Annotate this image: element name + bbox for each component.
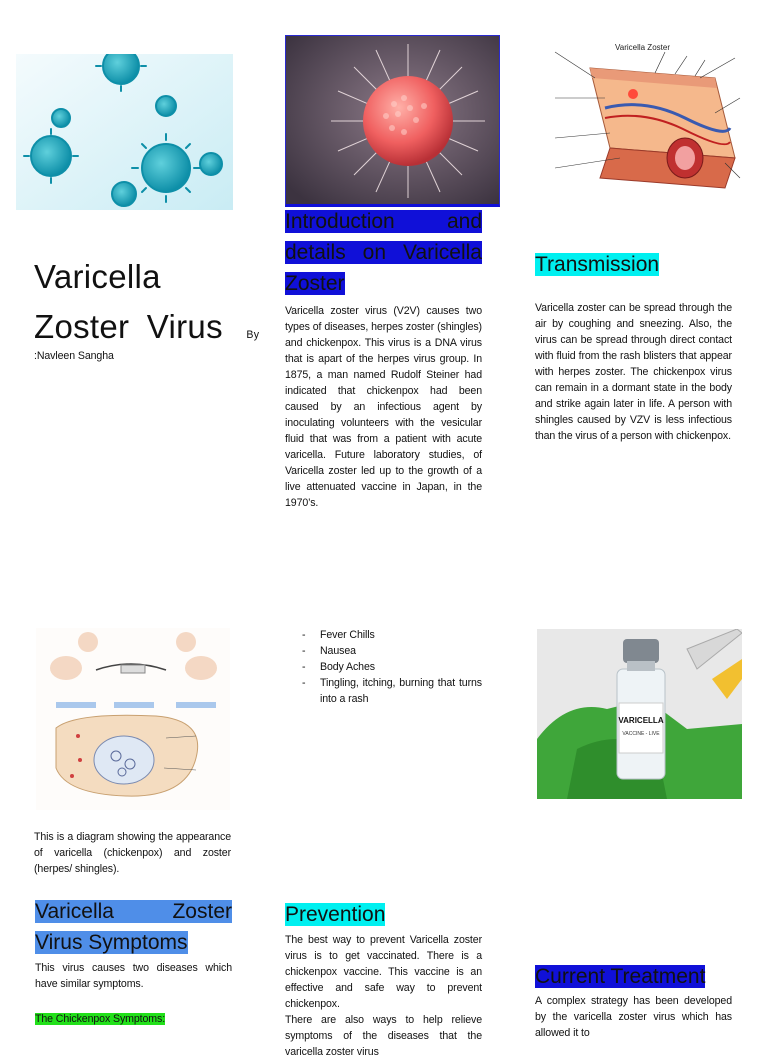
- symptoms-body: This virus causes two diseases which have similar symptoms.: [35, 962, 232, 990]
- diagram-caption: This is a diagram showing the appearance of varicella (chickenpox) and zoster (herpes/ shingles).: [34, 831, 231, 875]
- symptom-item: - Body Aches: [302, 659, 482, 675]
- vial-label-1: VARICELLA: [618, 716, 664, 725]
- title-line-1: Varicella: [34, 258, 161, 295]
- symptom-item: - Nausea: [302, 643, 482, 659]
- document-title: [34, 252, 260, 360]
- treatment-heading: [535, 961, 705, 992]
- symptom-item: - Tingling, itching, burning that turns into a rash: [302, 675, 482, 707]
- transmission-body: Varicella zoster can be spread through the air by coughing and sneezing. Also, the virus can be spread through direct contact with fluid from the rash blisters that appear with herpes zoster. The chickenpox virus can remain in a dormant state in the body and strike again later in life. A person with shingles caused by VZV is less infectious than the virus of a person with chickenpox.: [535, 302, 732, 442]
- transmission-heading-text: Transmission: [535, 253, 660, 276]
- symptoms-list: [302, 627, 482, 707]
- symptoms-heading-text: Varicella Zoster Virus Symptoms: [35, 900, 232, 954]
- skin-cross-section-diagram: [535, 38, 753, 206]
- symptoms-heading: [35, 896, 232, 958]
- virus-particles-image: [16, 54, 233, 210]
- intro-heading-text: Introduction and details on Varicella Zoster: [285, 210, 482, 295]
- vial-label-2: VACCINE - LIVE: [622, 731, 660, 737]
- intro-body: Varicella zoster virus (V2V) causes two types of diseases, herpes zoster (shingles) and chickenpox. This virus is a DNA virus that is apart of the herpes virus group. In 1875, a man named Rudolf Steiner had indicated that chickenpox had been caused by an infectious agent by inoculating volunteers with the vesicular fluid that was from a patient with acute varicella. Future laboratory studies, of Varicella zoster led up to the growth of a live attenuated vaccine in Japan, in the 1970’s.: [285, 305, 482, 509]
- diagram-title: Varicella Zoster: [615, 43, 670, 52]
- title-by: By: [246, 329, 260, 341]
- chickenpox-symptoms-label: [35, 1011, 232, 1027]
- prevention-paragraph-2: There are also ways to help relieve symptoms of the diseases that the varicella zoster virus: [285, 1014, 482, 1058]
- prevention-heading: [285, 899, 385, 930]
- vaccine-vial-image: [537, 629, 742, 799]
- prevention-paragraph-1: The best way to prevent Varicella zoster virus is to get vaccinated. There is a chickenpox vaccine. This vaccine is an effective and safe way to prevent chickenpox.: [285, 934, 482, 1010]
- author-name: :Navleen Sangha: [34, 350, 114, 362]
- intro-heading: [285, 206, 482, 299]
- prevention-heading-text: Prevention: [285, 903, 386, 926]
- treatment-heading-text: Current Treatment: [535, 965, 706, 988]
- transmission-heading: [535, 249, 659, 280]
- pathway-diagram: [36, 628, 230, 810]
- treatment-body: A complex strategy has been developed by the varicella zoster virus which has allowed it to: [535, 995, 732, 1039]
- symptom-item: - Fever Chills: [302, 627, 482, 643]
- chickenpox-symptoms-label-text: The Chickenpox Symptoms:: [35, 1013, 166, 1025]
- prevention-body: [285, 932, 482, 1060]
- title-line-2-text: Zoster Virus: [34, 308, 223, 345]
- virus-closeup-image: [285, 35, 500, 207]
